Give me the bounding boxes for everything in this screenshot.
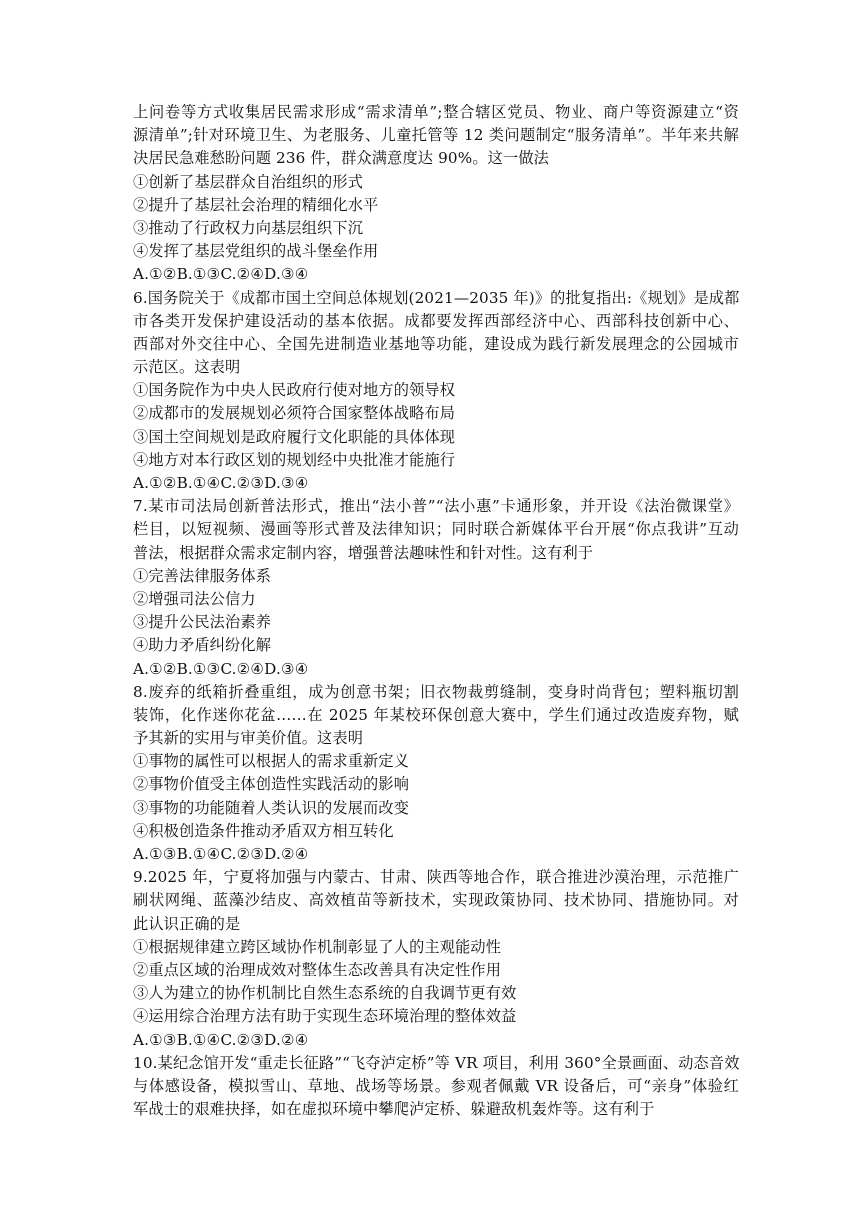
statement-2: ②事物价值受主体创造性实践活动的影响	[133, 775, 410, 794]
question-stem-line: 刷状网绳、蓝藻沙结皮、高效植苗等新技术，实现政策协同、技术协同、措施协同。对	[133, 891, 739, 910]
statement-4: ④发挥了基层党组织的战斗堡垒作用	[133, 242, 379, 261]
question-stem-line: 上问卷等方式收集居民需求形成“需求清单”;整合辖区党员、物业、商户等资源建立“资	[133, 103, 739, 121]
statement-4: ④积极创造条件推动矛盾双方相互转化	[133, 821, 394, 840]
answer-options: A.①②B.①③C.②④D.③④	[133, 659, 309, 678]
question-stem-line: 此认识正确的是	[133, 914, 241, 933]
statement-3: ③国土空间规划是政府履行文化职能的具体体现	[133, 427, 456, 446]
statement-4: ④运用综合治理方法有助于实现生态环境治理的整体效益	[133, 1007, 517, 1026]
question-stem-line: 军战士的艰难抉择，如在虚拟环境中攀爬泸定桥、躲避敌机轰炸等。这有利于	[133, 1100, 655, 1119]
question-stem-line: 西部对外交往中心、全国先进制造业基地等功能，建设成为践行新发展理念的公园城市	[133, 334, 739, 353]
question-stem-line: 市各类开发保护建设活动的基本依据。成都要发挥西部经济中心、西部科技创新中心、	[133, 311, 739, 330]
question-stem-line: 与体感设备，模拟雪山、草地、战场等场景。参观者佩戴 VR 设备后，可“亲身”体验红	[133, 1076, 739, 1095]
question-stem-line: 装饰，化作迷你花盆……在 2025 年某校环保创意大赛中，学生们通过改造废弃物，赋	[133, 705, 739, 724]
question-stem-line: 普法，根据群众需求定制内容，增强普法趣味性和针对性。这有利于	[133, 543, 594, 562]
question-10	[133, 1052, 739, 1122]
question-stem-line: 9.2025 年，宁夏将加强与内蒙古、甘肃、陕西等地合作，联合推进沙漠治理，示范推广	[133, 868, 739, 887]
question-stem-line: 8.废弃的纸箱折叠重组，成为创意书架；旧衣物裁剪缝制，变身时尚背包；塑料瓶切割	[133, 682, 739, 701]
statement-4: ④地方对本行政区划的规划经中央批准才能施行	[133, 450, 456, 469]
statement-1: ①国务院作为中央人民政府行使对地方的领导权	[133, 381, 456, 400]
statement-1: ①创新了基层群众自治组织的形式	[133, 172, 364, 191]
question-stem-line: 10.某纪念馆开发“重走长征路”“飞夺泸定桥”等 VR 项目，利用 360°全景画面、动态音效	[133, 1053, 740, 1072]
statement-4: ④助力矛盾纠纷化解	[133, 636, 272, 655]
statement-1: ①完善法律服务体系	[133, 566, 272, 585]
question-stem-line: 7.某市司法局创新普法形式，推出“法小普”“法小惠”卡通形象，并开设《法治微课堂》	[133, 497, 739, 516]
statement-3: ③提升公民法治素养	[133, 613, 272, 632]
statement-2: ②成都市的发展规划必须符合国家整体战略布局	[133, 404, 456, 423]
question-5	[133, 101, 739, 287]
question-stem-line: 示范区。这表明	[133, 358, 241, 377]
answer-options: A.①③B.①④C.②③D.②④	[133, 1030, 309, 1049]
question-7	[133, 495, 739, 681]
statement-3: ③人为建立的协作机制比自然生态系统的自我调节更有效	[133, 984, 517, 1003]
answer-options: A.①②B.①③C.②④D.③④	[133, 265, 309, 284]
statement-2: ②重点区域的治理成效对整体生态改善具有决定性作用	[133, 960, 502, 979]
statement-2: ②提升了基层社会治理的精细化水平	[133, 195, 379, 214]
statement-2: ②增强司法公信力	[133, 589, 256, 608]
question-9	[133, 866, 739, 1052]
statement-1: ①根据规律建立跨区域协作机制彰显了人的主观能动性	[133, 937, 502, 956]
question-stem-line: 栏目，以短视频、漫画等形式普及法律知识；同时联合新媒体平台开展“你点我讲”互动	[133, 520, 739, 539]
question-6	[133, 287, 739, 496]
question-stem-line: 源清单”;针对环境卫生、为老服务、儿童托管等 12 类问题制定“服务清单”。半年来共解	[133, 126, 739, 145]
answer-options: A.①③B.①④C.②③D.②④	[133, 845, 309, 863]
answer-options: A.①②B.①④C.②③D.③④	[133, 474, 309, 492]
statement-3: ③推动了行政权力向基层组织下沉	[133, 218, 364, 237]
statement-3: ③事物的功能随着人类认识的发展而改变	[133, 798, 410, 817]
question-stem-line: 予其新的实用与审美价值。这表明	[133, 729, 364, 748]
question-stem-line: 6.国务院关于《成都市国土空间总体规划(2021—2035 年)》的批复指出:《规划》是成都	[133, 288, 740, 307]
question-stem-line: 决居民急难愁盼问题 236 件，群众满意度达 90%。这一做法	[133, 149, 550, 168]
question-8	[133, 681, 739, 867]
statement-1: ①事物的属性可以根据人的需求重新定义	[133, 752, 410, 771]
page-content	[133, 101, 739, 1121]
